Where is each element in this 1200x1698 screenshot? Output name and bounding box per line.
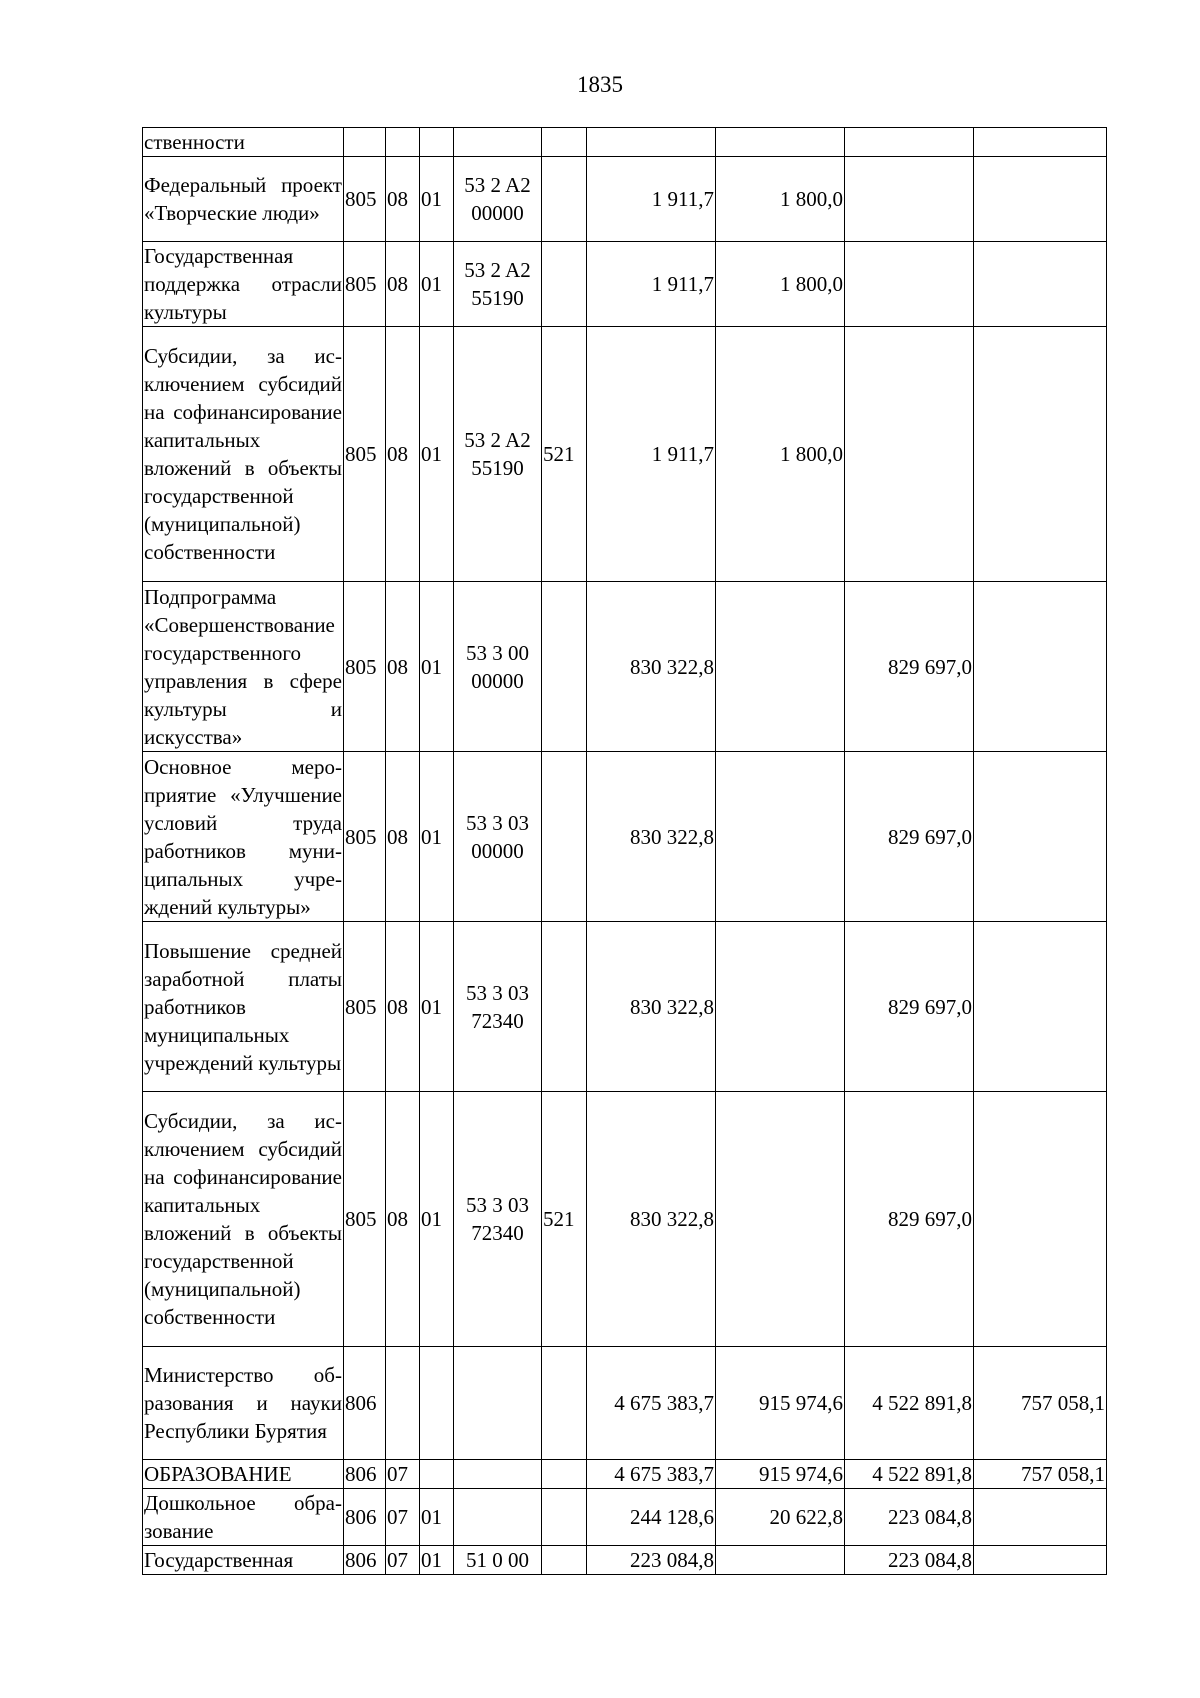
- cell-amount-3: 829 697,0: [845, 752, 974, 922]
- cell-amount-1: 244 128,6: [587, 1489, 716, 1546]
- cell-target-article: 53 2 A2 55190: [454, 327, 542, 582]
- table-row: [143, 157, 1107, 242]
- cell-amount-4: [974, 1489, 1107, 1546]
- cell-amount-1: 1 911,7: [587, 242, 716, 327]
- cell-section: 08: [386, 242, 420, 327]
- cell-section: 08: [386, 922, 420, 1092]
- cell-subsection: 01: [420, 1092, 454, 1347]
- cell-expense-type: [542, 922, 587, 1092]
- cell-amount-4: [974, 1546, 1107, 1575]
- cell-section: 08: [386, 157, 420, 242]
- cell-amount-1: 830 322,8: [587, 582, 716, 752]
- cell-expense-type: [542, 752, 587, 922]
- cell-amount-2: 915 974,6: [716, 1460, 845, 1489]
- row-name: Субсидии, за исключением субсидий на софинансирование капитальных вложений в объекты государственной (муниципальной) собственности: [143, 1092, 344, 1347]
- cell-subsection: [420, 1347, 454, 1460]
- cell-grbs: 805: [344, 157, 386, 242]
- cell-expense-type: [542, 157, 587, 242]
- row-name: Государственная: [143, 1546, 344, 1575]
- row-name: Министерство образования и науки Республики Бурятия: [143, 1347, 344, 1460]
- cell-grbs: 805: [344, 582, 386, 752]
- table-row: [143, 128, 1107, 157]
- cell-amount-2: [716, 922, 845, 1092]
- budget-table: [142, 127, 1107, 1575]
- cell-grbs: 806: [344, 1489, 386, 1546]
- cell-amount-1: [587, 128, 716, 157]
- cell-subsection: [420, 1460, 454, 1489]
- cell-grbs: 805: [344, 752, 386, 922]
- cell-amount-2: [716, 128, 845, 157]
- cell-grbs: [344, 128, 386, 157]
- cell-section: [386, 1347, 420, 1460]
- row-name: Федеральный проект «Творческие люди»: [143, 157, 344, 242]
- cell-expense-type: [542, 1460, 587, 1489]
- cell-expense-type: [542, 1489, 587, 1546]
- cell-target-article: 53 2 A2 00000: [454, 157, 542, 242]
- table-row: [143, 242, 1107, 327]
- cell-section: 08: [386, 327, 420, 582]
- cell-target-article: 53 2 A2 55190: [454, 242, 542, 327]
- cell-target-article: 53 3 03 72340: [454, 1092, 542, 1347]
- cell-target-article: [454, 1489, 542, 1546]
- row-name: ственности: [143, 128, 344, 157]
- cell-subsection: 01: [420, 1546, 454, 1575]
- cell-amount-1: 223 084,8: [587, 1546, 716, 1575]
- row-name: Дошкольное образование: [143, 1489, 344, 1546]
- cell-amount-2: 1 800,0: [716, 242, 845, 327]
- cell-amount-1: 4 675 383,7: [587, 1460, 716, 1489]
- cell-amount-3: [845, 157, 974, 242]
- cell-amount-1: 830 322,8: [587, 922, 716, 1092]
- cell-section: 07: [386, 1489, 420, 1546]
- table-row: [143, 1546, 1107, 1575]
- cell-grbs: 805: [344, 327, 386, 582]
- cell-expense-type: 521: [542, 1092, 587, 1347]
- cell-subsection: 01: [420, 242, 454, 327]
- cell-subsection: 01: [420, 327, 454, 582]
- table-row: [143, 1489, 1107, 1546]
- table-row: [143, 582, 1107, 752]
- table-row: [143, 1460, 1107, 1489]
- cell-subsection: 01: [420, 752, 454, 922]
- cell-expense-type: [542, 582, 587, 752]
- cell-expense-type: [542, 1546, 587, 1575]
- table-body: [143, 128, 1107, 1575]
- table-row: [143, 752, 1107, 922]
- cell-amount-4: 757 058,1: [974, 1460, 1107, 1489]
- cell-amount-4: [974, 327, 1107, 582]
- row-name: Подпрограмма «Совершенствование государственного управления в сфере культуры и искусства»: [143, 582, 344, 752]
- cell-subsection: 01: [420, 922, 454, 1092]
- cell-section: 08: [386, 752, 420, 922]
- cell-amount-3: 223 084,8: [845, 1489, 974, 1546]
- cell-target-article: 53 3 03 00000: [454, 752, 542, 922]
- cell-amount-2: [716, 752, 845, 922]
- cell-target-article: [454, 1460, 542, 1489]
- cell-section: 07: [386, 1546, 420, 1575]
- row-name: Повышение средней заработной платы работников муниципальных учреждений культуры: [143, 922, 344, 1092]
- cell-amount-3: 223 084,8: [845, 1546, 974, 1575]
- cell-amount-3: 4 522 891,8: [845, 1460, 974, 1489]
- cell-amount-3: [845, 327, 974, 582]
- table-row: [143, 922, 1107, 1092]
- cell-amount-2: 1 800,0: [716, 157, 845, 242]
- row-name: Субсидии, за исключением субсидий на софинансирование капитальных вложений в объекты государственной (муниципальной) собственности: [143, 327, 344, 582]
- cell-grbs: 806: [344, 1347, 386, 1460]
- cell-grbs: 806: [344, 1546, 386, 1575]
- cell-amount-4: [974, 582, 1107, 752]
- cell-amount-2: [716, 1092, 845, 1347]
- cell-amount-2: [716, 582, 845, 752]
- cell-amount-3: 829 697,0: [845, 922, 974, 1092]
- cell-target-article: 53 3 00 00000: [454, 582, 542, 752]
- cell-section: 07: [386, 1460, 420, 1489]
- cell-expense-type: [542, 1347, 587, 1460]
- cell-subsection: 01: [420, 582, 454, 752]
- cell-amount-3: [845, 128, 974, 157]
- cell-amount-3: 829 697,0: [845, 582, 974, 752]
- cell-grbs: 805: [344, 242, 386, 327]
- cell-expense-type: [542, 128, 587, 157]
- cell-target-article: 53 3 03 72340: [454, 922, 542, 1092]
- cell-amount-4: [974, 242, 1107, 327]
- table-row: [143, 327, 1107, 582]
- cell-expense-type: 521: [542, 327, 587, 582]
- page-number: 1835: [577, 72, 623, 97]
- row-name: Государственная поддержка отрасли культуры: [143, 242, 344, 327]
- cell-section: [386, 128, 420, 157]
- cell-amount-1: 830 322,8: [587, 1092, 716, 1347]
- cell-amount-4: [974, 1092, 1107, 1347]
- cell-expense-type: [542, 242, 587, 327]
- cell-subsection: 01: [420, 1489, 454, 1546]
- cell-amount-3: 4 522 891,8: [845, 1347, 974, 1460]
- cell-grbs: 805: [344, 1092, 386, 1347]
- cell-amount-4: [974, 157, 1107, 242]
- cell-amount-1: 830 322,8: [587, 752, 716, 922]
- table-row: [143, 1347, 1107, 1460]
- cell-amount-1: 1 911,7: [587, 157, 716, 242]
- cell-amount-1: 1 911,7: [587, 327, 716, 582]
- cell-section: 08: [386, 582, 420, 752]
- cell-section: 08: [386, 1092, 420, 1347]
- cell-amount-4: [974, 128, 1107, 157]
- cell-subsection: [420, 128, 454, 157]
- cell-target-article: 51 0 00: [454, 1546, 542, 1575]
- cell-amount-2: [716, 1546, 845, 1575]
- cell-amount-3: 829 697,0: [845, 1092, 974, 1347]
- cell-target-article: [454, 1347, 542, 1460]
- cell-amount-3: [845, 242, 974, 327]
- cell-amount-4: [974, 752, 1107, 922]
- cell-amount-2: 20 622,8: [716, 1489, 845, 1546]
- cell-subsection: 01: [420, 157, 454, 242]
- cell-amount-4: [974, 922, 1107, 1092]
- cell-target-article: [454, 128, 542, 157]
- table-row: [143, 1092, 1107, 1347]
- row-name: Основное мероприятие «Улучшение условий труда работников муниципальных учреждений культуры»: [143, 752, 344, 922]
- cell-amount-4: 757 058,1: [974, 1347, 1107, 1460]
- row-name: ОБРАЗОВАНИЕ: [143, 1460, 344, 1489]
- cell-grbs: 806: [344, 1460, 386, 1489]
- cell-grbs: 805: [344, 922, 386, 1092]
- cell-amount-1: 4 675 383,7: [587, 1347, 716, 1460]
- cell-amount-2: 1 800,0: [716, 327, 845, 582]
- cell-amount-2: 915 974,6: [716, 1347, 845, 1460]
